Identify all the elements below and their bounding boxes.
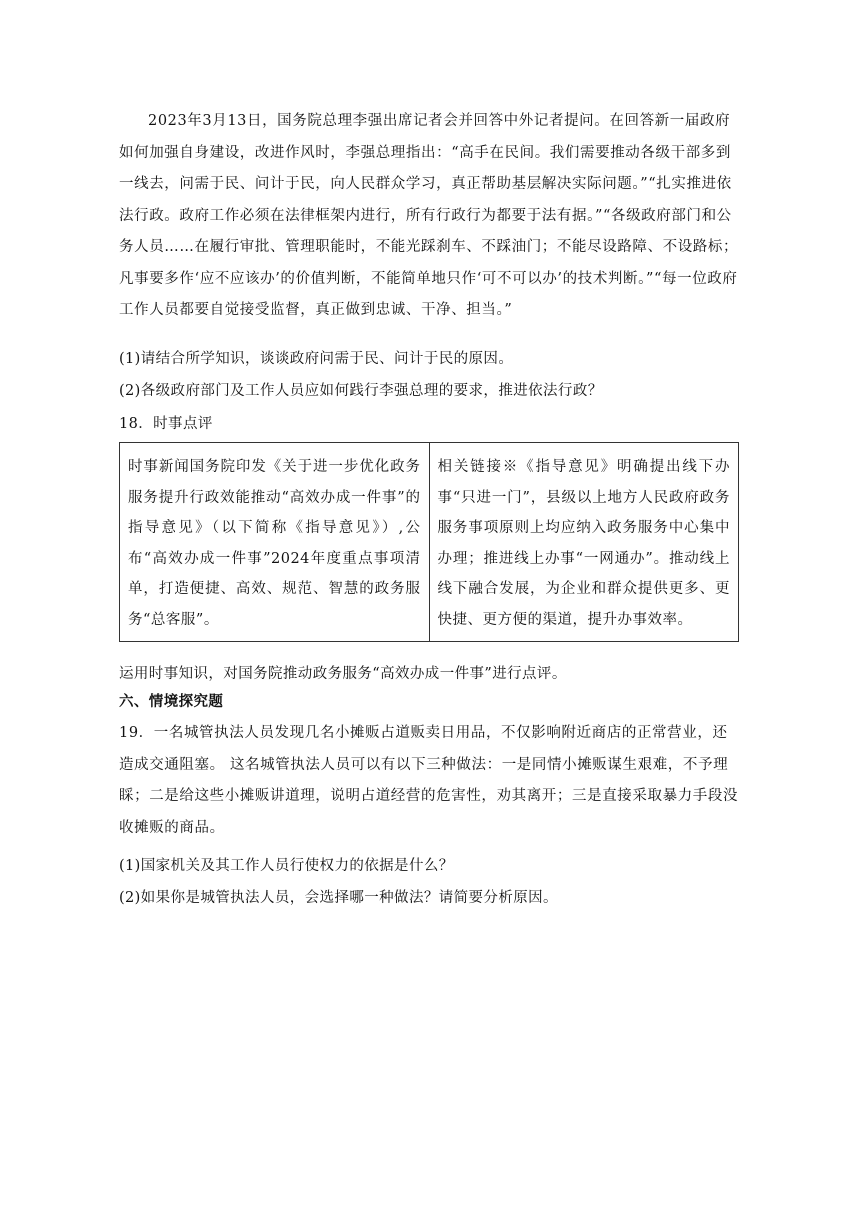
q18-title: 18．时事点评 [119,416,213,432]
q17-subquestion-1: (1)请结合所学知识，谈谈政府问需于民、问计于民的原因。 [119,351,514,367]
q18-prompt: 运用时事知识，对国务院推动政务服务“高效办成一件事”进行点评。 [119,666,567,682]
related-link-cell: 相关链接※《指导意见》明确提出线下办事“只进一门”，县级以上地方人民政府政务服务事项原则上均应纳入政务服务中心集中办理；推进线上办事“一网通办”。推动线上线下融合发展，为企业和群众提供更多、更快捷、更方便的渠道，提升办事效率。 [429,443,739,642]
q17-material: 2023年3月13日，国务院总理李强出席记者会并回答中外记者提问。在回答新一届政府如何加强自身建设，改进作风时，李强总理指出：“高手在民间。我们需要推动各级干部多到一线去，问需于民、问计于民，向人民群众学习，真正帮助基层解决实际问题。”“扎实推进依法行政。政府工作必须在法律框架内进行，所有行政行为都要于法有据。”“各级政府部门和公务人员……在履行审批、管理职能时，不能光踩刹车、不踩油门；不能尽设路障、不设路标；凡事要多作‘应不应该办’的价值判断，不能简单地只作‘可不可以办’的技术判断。”“每一位政府工作人员都要自觉接受监督，真正做到忠诚、干净、担当。” [119,113,739,318]
q17-subquestion-2: (2)各级政府部门及工作人员应如何践行李强总理的要求，推进依法行政？ [119,383,603,399]
table-row [120,443,739,642]
q19-subquestion-1: (1)国家机关及其工作人员行使权力的依据是什么？ [119,858,454,874]
section-heading: 六、情境探究题 [119,694,224,710]
q19-material: 19．一名城管执法人员发现几名小摊贩占道贩卖日用品，不仅影响附近商店的正常营业，还造成交通阻塞。 这名城管执法人员可以有以下三种做法：一是同情小摊贩谋生艰难，不予理睬；二是给这些小摊贩讲道理，说明占道经营的危害性，劝其离开；三是直接采取暴力手段没收摊贩的商品。 [119,725,739,836]
news-cell: 时事新闻国务院印发《关于进一步优化政务服务提升行政效能推动“高效办成一件事”的指导意见》（以下简称《指导意见》）,公布“高效办成一件事”2024年度重点事项清单，打造便捷、高效、规范、智慧的政务服务“总客服”。 [120,443,430,642]
current-affairs-table [119,442,739,642]
q19-subquestion-2: (2)如果你是城管执法人员，会选择哪一种做法？请简要分析原因。 [119,890,558,906]
